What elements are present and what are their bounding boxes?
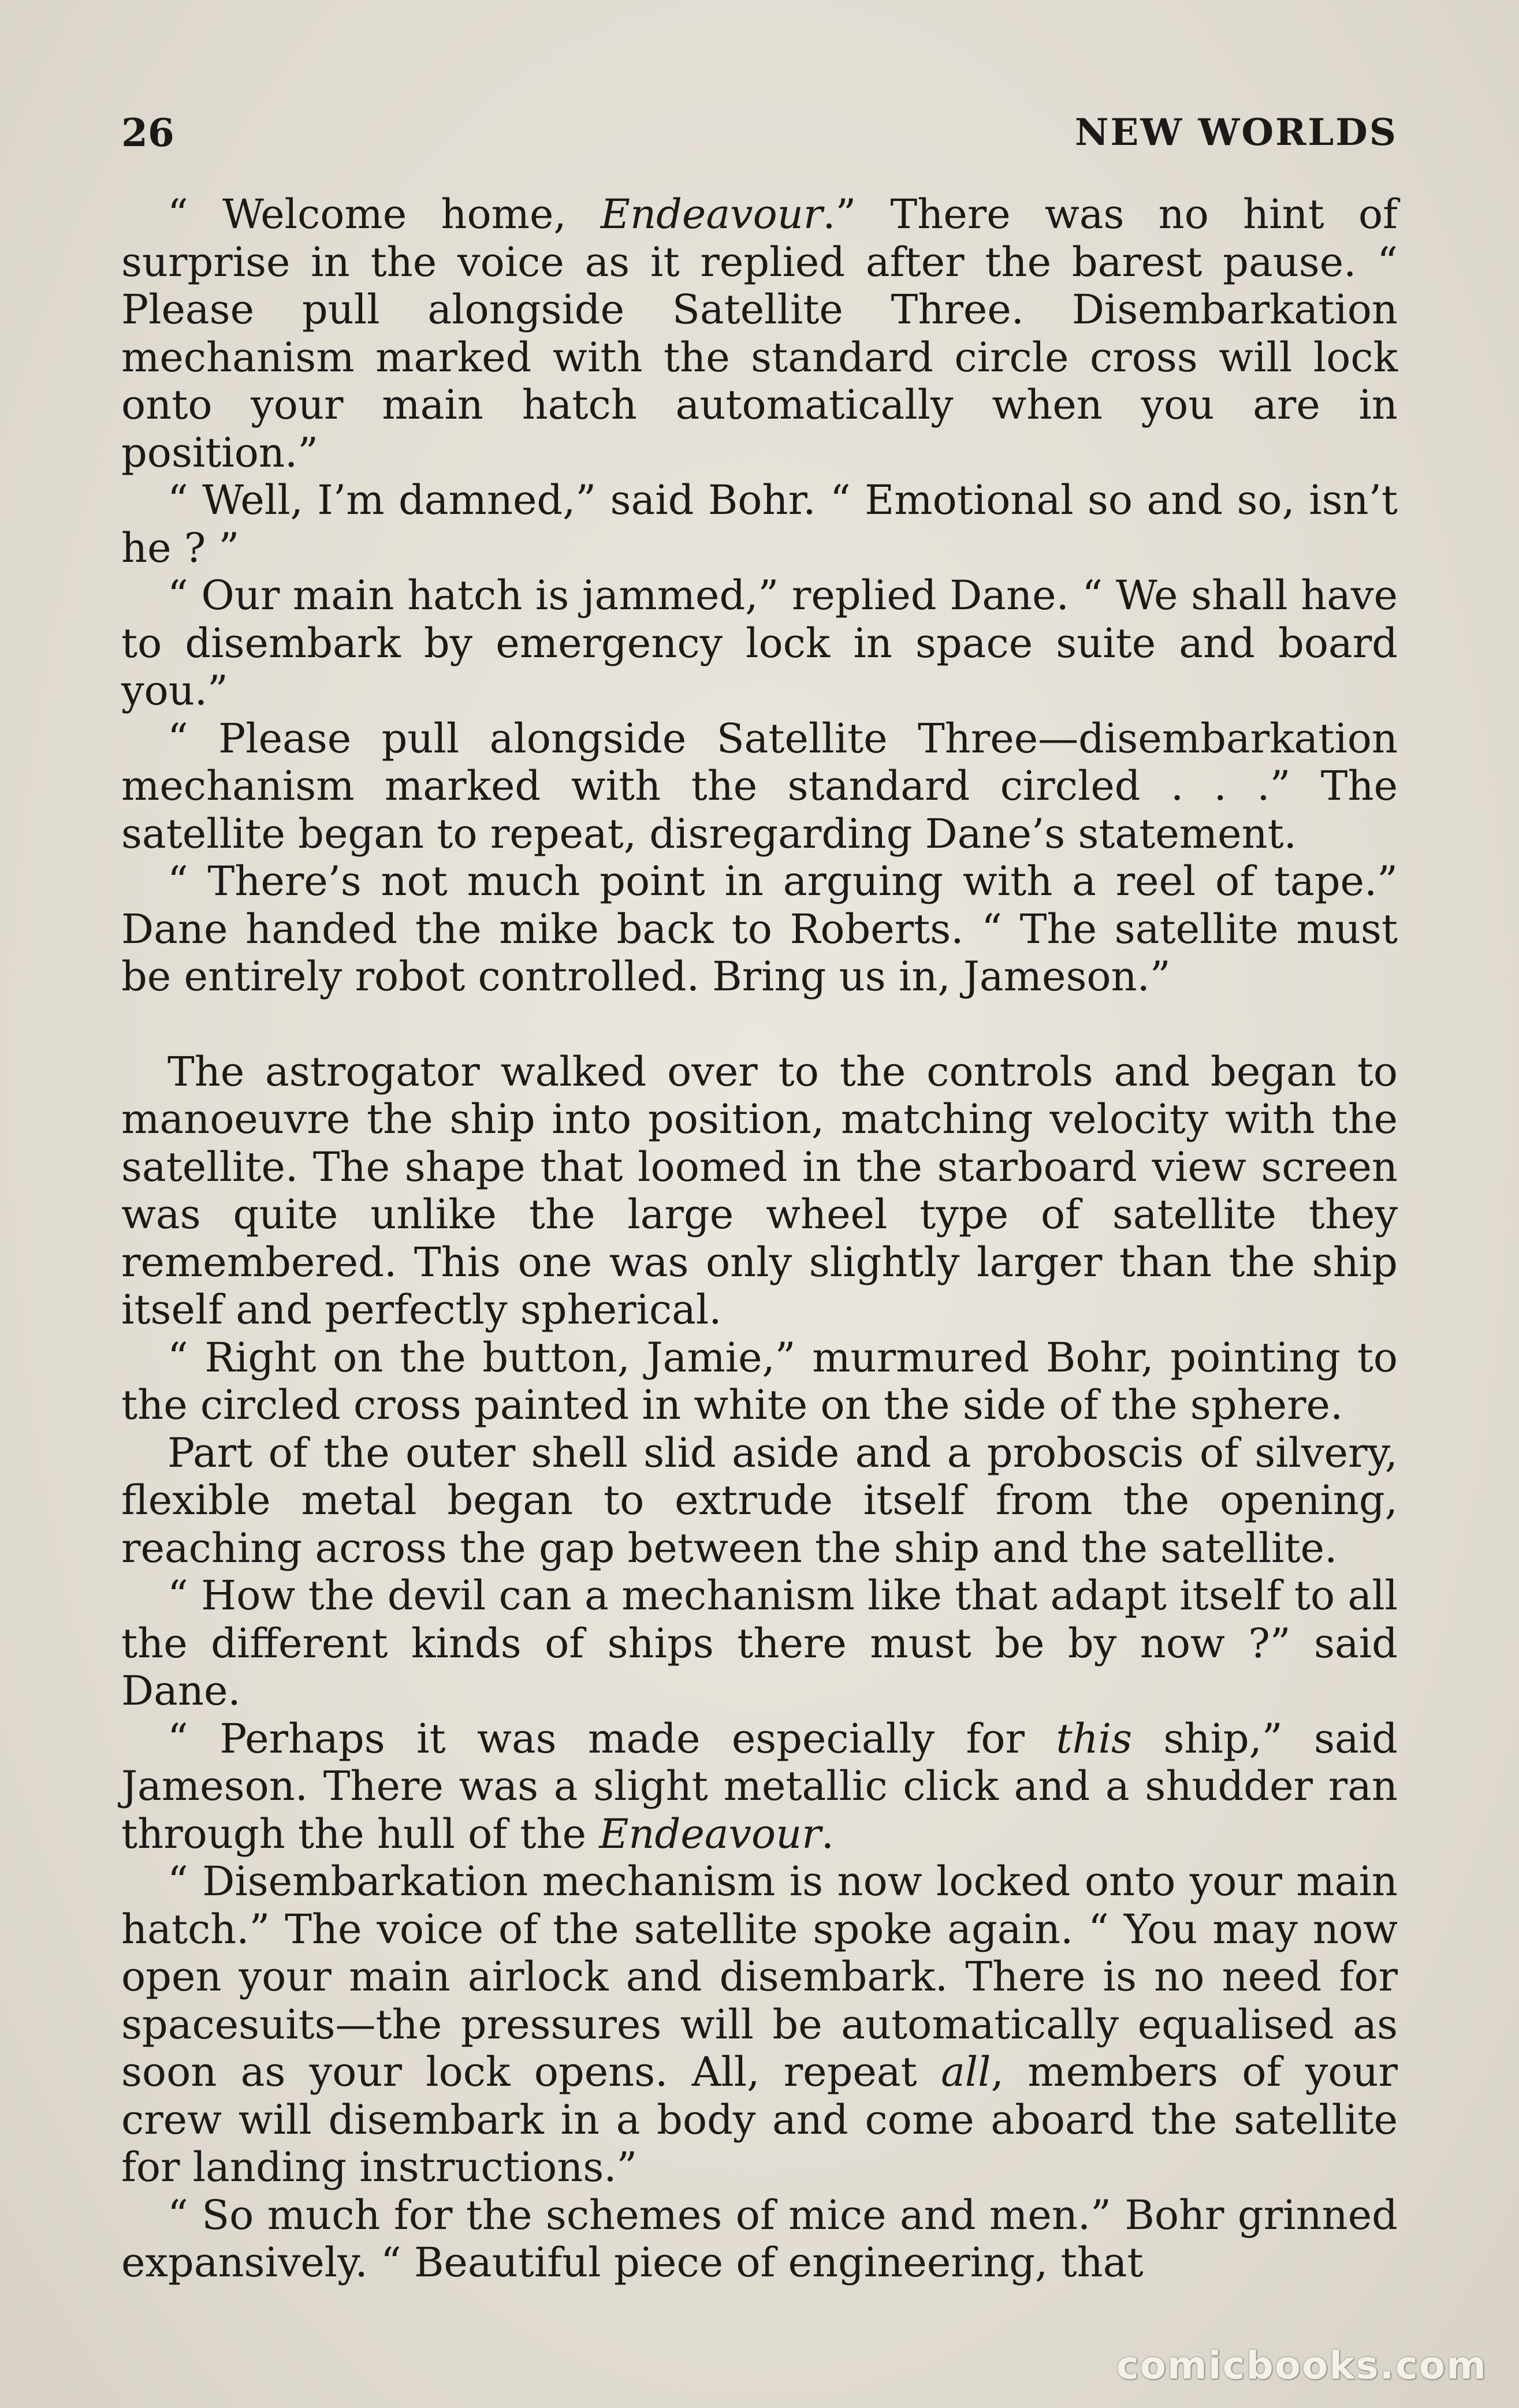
paragraph: “ Welcome home, Endeavour.” There was no hint of surprise in the voice as it replied after the barest pause. “ Please pull alongside Satellite Three. Disembarkation mechanism marked with the standard circle cross will lock onto your main hatch automatically when you are in position.” [121,191,1398,476]
body-text [121,191,1398,2287]
paragraph: “ Disembarkation mechanism is now locked onto your main hatch.” The voice of the satellite spoke again. “ You may now open your main airlock and disembark. There is no need for spacesuits—the pressures will be automatically equalised as soon as your lock opens. All, repeat all, members of your crew will disembark in a body and come aboard the satellite for landing instructions.” [121,1858,1398,2191]
paragraph: “ So much for the schemes of mice and men.” Bohr grinned expansively. “ Beautiful piece of engineering, that [121,2191,1398,2286]
watermark: comicbooks.com [1116,2343,1487,2388]
paragraph: “ Right on the button, Jamie,” murmured Bohr, pointing to the circled cross painted in white on the side of the sphere. [121,1333,1398,1429]
paragraph: “ Perhaps it was made especially for this ship,” said Jameson. There was a slight metallic click and a shudder ran through the hull of the Endeavour. [121,1714,1398,1858]
paragraph: “ Well, I’m damned,” said Bohr. “ Emotional so and so, isn’t he ? ” [121,476,1398,572]
page-number: 26 [121,110,174,155]
paragraph: “ How the devil can a mechanism like that adapt itself to all the different kinds of ships there must be by now ?” said Dane. [121,1572,1398,1714]
paragraph: The astrogator walked over to the controls and began to manoeuvre the ship into position, matching velocity with the satellite. The shape that loomed in the starboard view screen was quite unlike the large wheel type of satellite they remembered. This one was only slightly larger than the ship itself and perfectly spherical. [121,1048,1398,1333]
page-header [121,101,1398,165]
paragraph: “ Our main hatch is jammed,” replied Dane. “ We shall have to disembark by emergency lock in space suite and board you.” [121,572,1398,714]
running-head: NEW WORLDS [1075,111,1398,154]
paragraph: “ There’s not much point in arguing with a reel of tape.” Dane handed the mike back to Roberts. “ The satellite must be entirely robot controlled. Bring us in, Jameson.” [121,858,1398,1000]
paragraph: Part of the outer shell slid aside and a proboscis of silvery, flexible metal began to extrude itself from the opening, reaching across the gap between the ship and the satellite. [121,1429,1398,1572]
paragraph: “ Please pull alongside Satellite Three—disembarkation mechanism marked with the standard circled . . .” The satellite began to repeat, disregarding Dane’s statement. [121,714,1398,858]
